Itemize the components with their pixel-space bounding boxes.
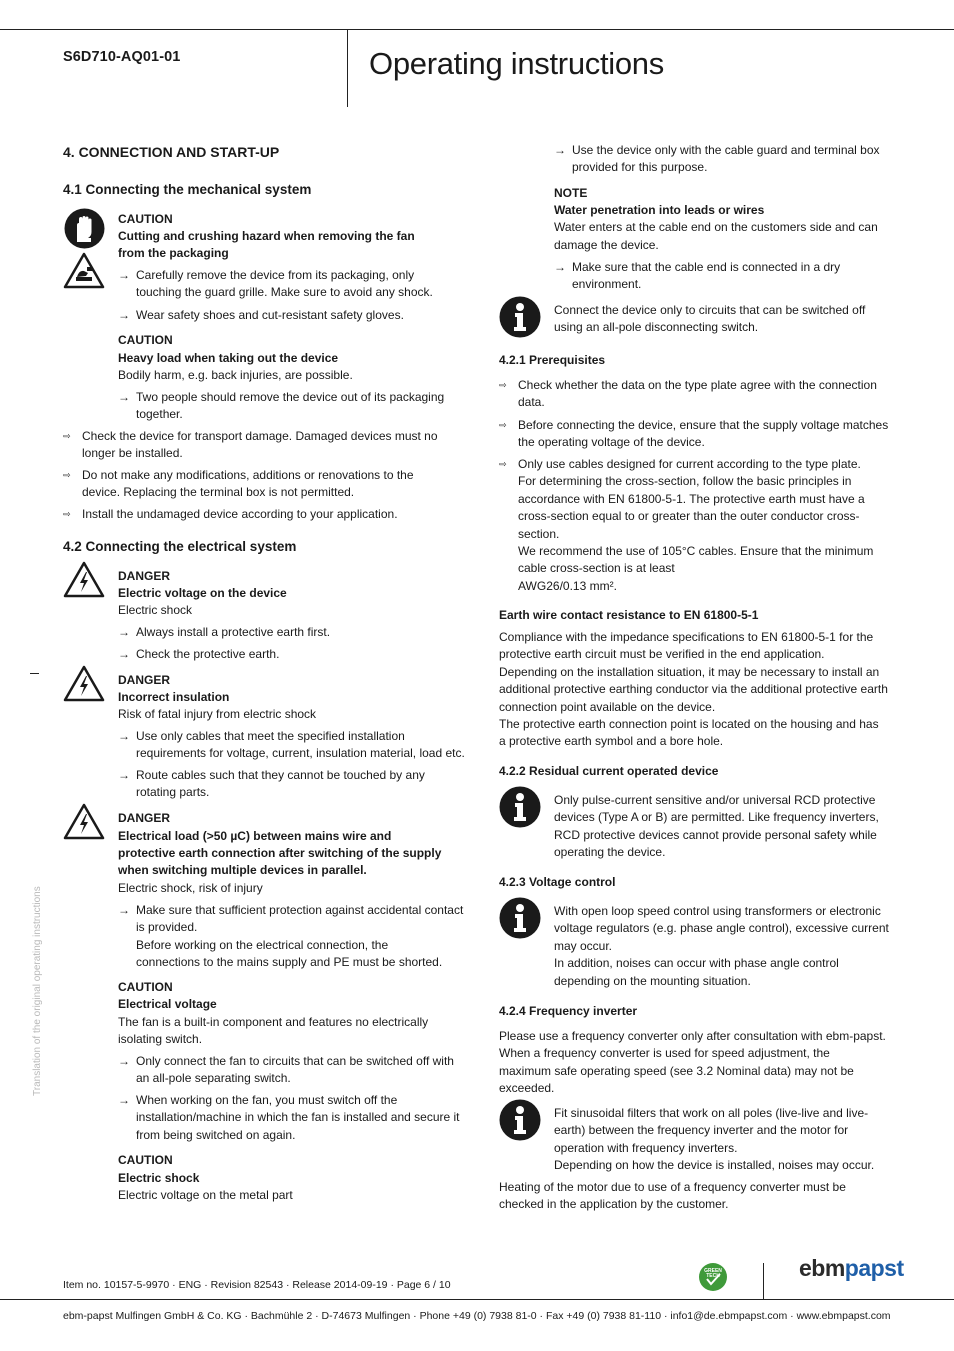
paragraph-line: a protective earth symbol and a bore hole.: [499, 734, 724, 749]
paragraph-line: Only pulse-current sensitive and/or universal RCD protective: [554, 793, 876, 807]
instruction-item: [118, 767, 425, 802]
note-text: Water enters at the cable end on the customers side and can: [554, 220, 878, 234]
paragraph-line: RCD protective devices cannot provide personal safety while: [554, 827, 877, 842]
instruction-text: Make sure that sufficient protection against accidental contact: [136, 903, 464, 917]
instruction-text: Use the device only with the cable guard and terminal box: [572, 143, 880, 157]
caution-label: CAUTION: [118, 333, 173, 347]
instruction-text: Carefully remove the device from its packaging, only: [136, 268, 415, 282]
arrow-icon: →: [118, 1093, 130, 1107]
subsection-rcd: 4.2.2 Residual current operated device: [499, 764, 719, 778]
caution-heading: Cutting and crushing hazard when removing the fan: [118, 229, 415, 243]
instruction-text: Only connect the fan to circuits that can be switched off with: [136, 1054, 454, 1068]
list-item: [499, 377, 877, 412]
instruction-text: from being switched on again.: [136, 1127, 296, 1142]
subsection-mechanical: 4.1 Connecting the mechanical system: [63, 182, 312, 197]
list-item-text: Install the undamaged device according to your application.: [82, 507, 398, 521]
paragraph-line: The protective earth connection point is located on the housing and has: [499, 717, 879, 732]
instruction-item: [118, 1053, 454, 1088]
list-item-text: the operating voltage of the device.: [518, 435, 705, 450]
instruction-text: Check the protective earth.: [136, 647, 280, 661]
instruction-text: When working on the fan, you must switch off the: [136, 1093, 398, 1107]
header-top-rule: [0, 29, 954, 30]
instruction-text: Use only cables that meet the specified installation: [136, 729, 405, 743]
instruction-text: touching the guard grille. Make sure to avoid any shock.: [136, 285, 433, 300]
bullet-arrow-icon: ⇨: [499, 459, 507, 469]
instruction-text: Always install a protective earth first.: [136, 625, 331, 639]
caution-heading: Electrical voltage: [118, 997, 217, 1011]
subsection-voltage-control: 4.2.3 Voltage control: [499, 875, 616, 889]
danger-heading: Electrical load (>50 µC) between mains wire and: [118, 829, 392, 843]
danger-heading: protective earth connection after switching of the supply: [118, 846, 442, 860]
margin-tick: [30, 673, 39, 674]
list-item-text: Only use cables designed for current according to the type plate.: [518, 457, 861, 471]
model-number: S6D710-AQ01-01: [63, 49, 181, 65]
item-info-line: Item no. 10157-5-9970 · ENG · Revision 82543 · Release 2014-09-19 · Page 6 / 10: [63, 1279, 451, 1291]
list-item-text: For determining the cross-section, follow the basic principles in: [518, 474, 852, 489]
instruction-text: rotating parts.: [136, 785, 210, 800]
frequency-inverter-closing: [499, 1179, 846, 1214]
caution-text: Electric voltage on the metal part: [118, 1188, 293, 1202]
bullet-arrow-icon: ⇨: [63, 470, 71, 480]
paragraph-line: Depending on the installation situation, it may be necessary to install an: [499, 664, 880, 679]
caution-label: CAUTION: [118, 212, 173, 226]
earth-wire-paragraph: [499, 629, 888, 751]
paragraph-line: When a frequency converter is used for speed adjustment, the: [499, 1046, 830, 1061]
page-title: Operating instructions: [369, 46, 664, 81]
logo-part: papst: [844, 1255, 904, 1281]
instruction-text: Route cables such that they cannot be touched by any: [136, 768, 425, 782]
list-item: [499, 456, 873, 595]
subsection-frequency-inverter: 4.2.4 Frequency inverter: [499, 1004, 638, 1018]
danger-label: DANGER: [118, 673, 171, 687]
danger-heading: when switching multiple devices in parallel.: [118, 863, 367, 877]
danger-text: Electric shock: [118, 603, 193, 617]
list-item: [63, 428, 438, 463]
instruction-text: installation/machine in which the fan is installed and secure it: [136, 1110, 460, 1125]
badge-text: GREEN: [704, 1268, 722, 1274]
arrow-icon: →: [554, 143, 566, 157]
instruction-item: [554, 259, 840, 294]
list-item-text: accordance with EN 61800-5-1. The protective earth must have a: [518, 491, 865, 506]
instruction-item: [118, 1092, 460, 1144]
list-item-text: AWG26/0.13 mm².: [518, 578, 617, 593]
logo-part: ebm: [799, 1255, 845, 1281]
list-item-text: Before connecting the device, ensure that the supply voltage matches: [518, 418, 889, 432]
paragraph-line: Please use a frequency converter only after consultation with ebm-papst.: [499, 1029, 886, 1043]
ebmpapst-logo: [799, 1255, 904, 1281]
arrow-icon: →: [118, 729, 130, 743]
list-item-text: longer be installed.: [82, 446, 183, 461]
paragraph-line: In addition, noises can occur with phase angle control: [554, 956, 839, 971]
paragraph-line: connection point available on the device.: [499, 699, 716, 714]
green-tech-badge-icon: [698, 1262, 728, 1292]
info-icon: [499, 786, 541, 828]
high-voltage-icon: [63, 561, 105, 598]
voltage-control-paragraph: [554, 903, 889, 990]
rcd-paragraph: [554, 792, 879, 862]
paragraph-line: additional protective earthing conductor via the additional protective earth: [499, 682, 888, 697]
danger-label: DANGER: [118, 569, 171, 583]
badge-text: TECH: [706, 1273, 720, 1279]
list-item-text: device. Replacing the terminal box is not permitted.: [82, 485, 355, 500]
list-item: [63, 506, 398, 523]
list-item-text: We recommend the use of 105°C cables. Ensure that the minimum: [518, 544, 874, 559]
paragraph-line: devices (Type A or B) are permitted. Like frequency inverters,: [554, 810, 879, 825]
bullet-arrow-icon: ⇨: [499, 380, 507, 390]
paragraph-line: Heating of the motor due to use of a frequency converter must be: [499, 1180, 846, 1194]
arrow-icon: →: [118, 268, 130, 282]
danger-label: DANGER: [118, 811, 171, 825]
paragraph-line: may occur.: [554, 938, 613, 953]
arrow-icon: →: [118, 308, 130, 322]
bullet-arrow-icon: ⇨: [499, 420, 507, 430]
arrow-icon: →: [118, 625, 130, 639]
paragraph-line: exceeded.: [499, 1081, 555, 1096]
instruction-text: environment.: [572, 277, 642, 292]
list-item: [499, 417, 888, 452]
high-voltage-icon: [63, 803, 105, 840]
instruction-text: together.: [136, 407, 183, 422]
paragraph-line: Fit sinusoidal filters that work on all poles (live-live and live-: [554, 1106, 869, 1120]
list-item-text: cross-section equal to or greater than the outer conductor cross-: [518, 509, 860, 524]
list-item-text: cable cross-section is at least: [518, 561, 675, 576]
caution-text: isolating switch.: [118, 1032, 203, 1046]
paragraph-line: operating the device.: [554, 845, 666, 860]
glove-icon: [64, 208, 105, 249]
danger-heading: Incorrect insulation: [118, 690, 230, 704]
section-title: 4. CONNECTION AND START-UP: [63, 144, 280, 160]
translation-note: Translation of the original operating instructions: [32, 886, 43, 1096]
list-item: [63, 467, 414, 502]
instruction-text: Before working on the electrical connection, the: [136, 937, 389, 952]
paragraph-line: protective earth circuit must be verified in the end application.: [499, 647, 825, 662]
instruction-item: [118, 307, 404, 324]
footer-rule: [0, 1299, 954, 1300]
list-item-text: Check whether the data on the type plate agree with the connection: [518, 378, 877, 392]
instruction-item: [118, 267, 433, 302]
instruction-text: connections to the mains supply and PE must be shorted.: [136, 955, 443, 970]
instruction-item: [118, 389, 444, 424]
caution-heading: Heavy load when taking out the device: [118, 351, 339, 365]
list-item-text: section.: [518, 526, 560, 541]
danger-text: Electric shock, risk of injury: [118, 881, 263, 895]
list-item-text: data.: [518, 395, 545, 410]
paragraph-line: operation with frequency inverters.: [554, 1140, 738, 1155]
note-label: NOTE: [554, 186, 588, 200]
list-item-text: Check the device for transport damage. Damaged devices must no: [82, 429, 438, 443]
header-divider: [347, 29, 348, 107]
paragraph-line: Compliance with the impedance specifications to EN 61800-5-1 for the: [499, 630, 874, 644]
subsection-prerequisites: 4.2.1 Prerequisites: [499, 353, 606, 367]
frequency-inverter-info: [554, 1105, 874, 1175]
instruction-text: Wear safety shoes and cut-resistant safety gloves.: [136, 308, 404, 322]
frequency-inverter-paragraph: [499, 1028, 886, 1098]
high-voltage-icon: [63, 665, 105, 702]
caution-label: CAUTION: [118, 980, 173, 994]
instruction-text: requirements for voltage, current, insulation material, load etc.: [136, 746, 465, 761]
instruction-text: an all-pole separating switch.: [136, 1071, 291, 1086]
note-text: damage the device.: [554, 238, 659, 252]
instruction-item: [118, 728, 465, 763]
info-icon: [499, 1099, 541, 1141]
paragraph-line: earth) between the frequency inverter and the motor for: [554, 1123, 849, 1138]
danger-text: Risk of fatal injury from electric shock: [118, 707, 317, 721]
paragraph-line: voltage regulators (e.g. phase angle control), excessive current: [554, 921, 889, 936]
paragraph-line: Depending on how the device is installed, noises may occur.: [554, 1158, 875, 1173]
instruction-item: [118, 646, 279, 663]
arrow-icon: →: [118, 768, 130, 782]
caution-text: Bodily harm, e.g. back injuries, are possible.: [118, 368, 353, 382]
caution-text: The fan is a built-in component and features no electrically: [118, 1015, 429, 1029]
arrow-icon: →: [554, 260, 566, 274]
footer-divider: [763, 1263, 764, 1299]
instruction-text: Two people should remove the device out of its packaging: [136, 390, 445, 404]
subsection-electrical: 4.2 Connecting the electrical system: [63, 539, 297, 554]
company-line: ebm-papst Mulfingen GmbH & Co. KG · Bachmühle 2 · D-74673 Mulfingen · Phone +49 (0) 7938 81-0 · Fax +49 (0) 7938 81-110 · info1@de.ebmpapst.com · www.ebmpapst.com: [63, 1310, 891, 1322]
bullet-arrow-icon: ⇨: [63, 509, 71, 519]
crush-warning-icon: [63, 252, 105, 289]
info-text: Connect the device only to circuits that can be switched off: [554, 303, 866, 317]
bullet-arrow-icon: ⇨: [63, 431, 71, 441]
paragraph-line: With open loop speed control using transformers or electronic: [554, 904, 881, 918]
caution-label: CAUTION: [118, 1153, 173, 1167]
note-heading: Water penetration into leads or wires: [554, 203, 765, 217]
instruction-text: is provided.: [136, 920, 198, 935]
paragraph-line: maximum safe operating speed (see 3.2 Nominal data) may not be: [499, 1063, 854, 1078]
caution-heading: Electric shock: [118, 1171, 200, 1185]
list-item-text: Do not make any modifications, additions or renovations to the: [82, 468, 414, 482]
info-text: using an all-pole disconnecting switch.: [554, 320, 759, 334]
arrow-icon: →: [118, 647, 130, 661]
paragraph-line: depending on the mounting situation.: [554, 973, 751, 988]
arrow-icon: →: [118, 903, 130, 917]
instruction-item: [118, 624, 330, 641]
instruction-item: [554, 142, 880, 177]
arrow-icon: →: [118, 390, 130, 404]
info-icon: [499, 296, 541, 338]
info-icon: [499, 897, 541, 939]
instruction-item: [118, 902, 463, 972]
caution-heading: from the packaging: [118, 246, 229, 260]
subsection-earth-wire: Earth wire contact resistance to EN 61800-5-1: [499, 608, 759, 622]
arrow-icon: →: [118, 1054, 130, 1068]
danger-heading: Electric voltage on the device: [118, 586, 287, 600]
paragraph-line: checked in the application by the customer.: [499, 1197, 729, 1212]
instruction-text: provided for this purpose.: [572, 160, 708, 175]
instruction-text: Make sure that the cable end is connected in a dry: [572, 260, 841, 274]
